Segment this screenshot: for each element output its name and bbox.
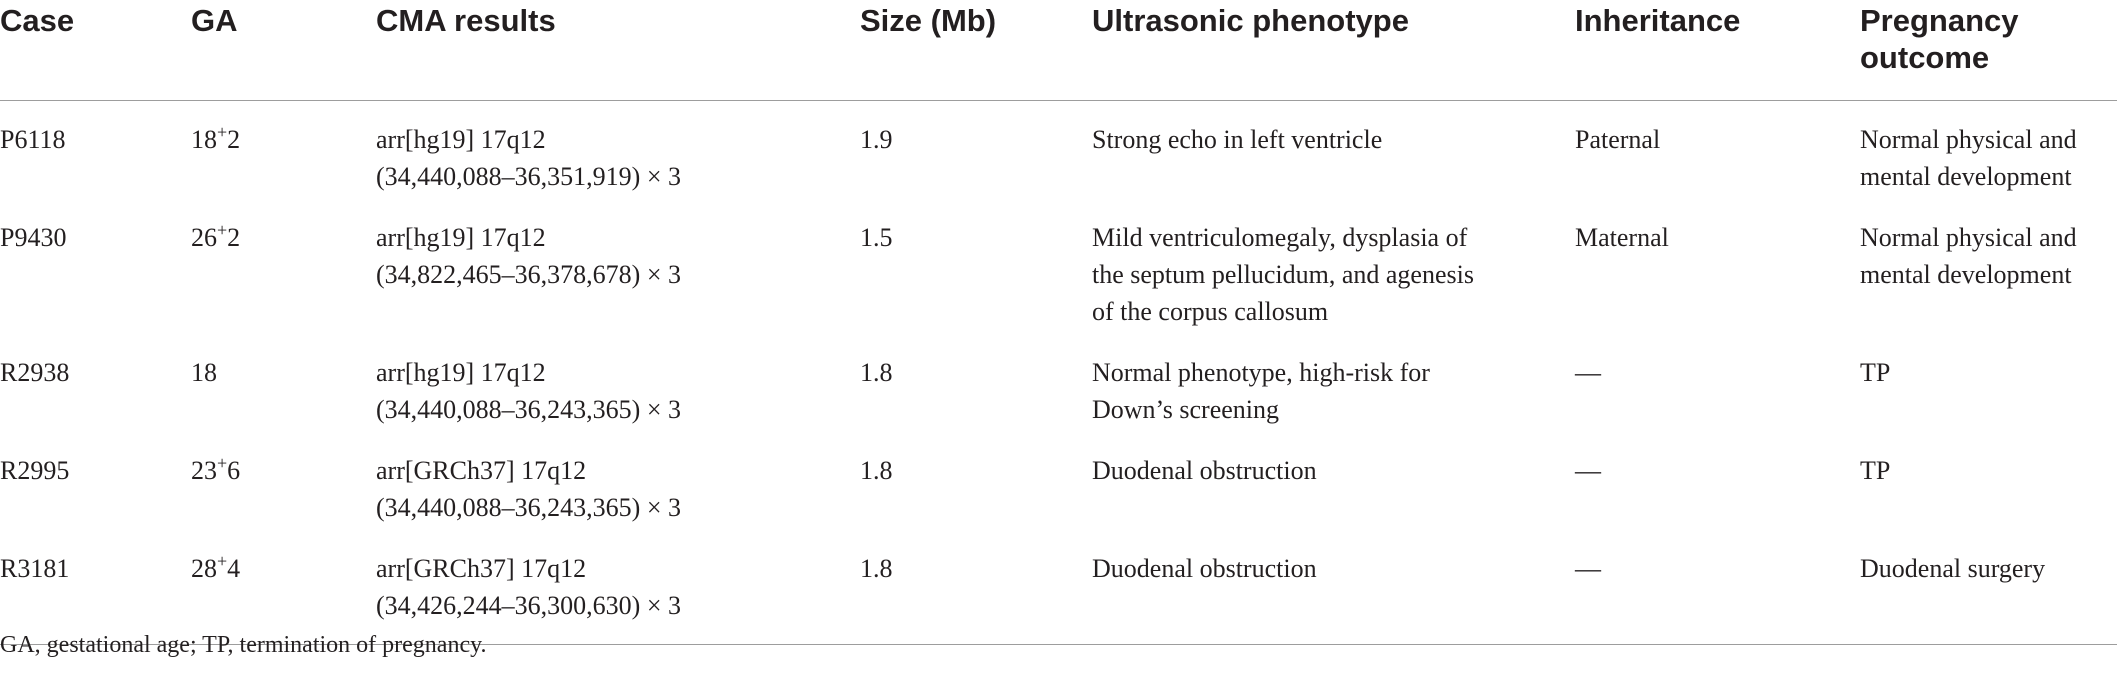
ga-plus-sign: + [217, 219, 228, 240]
cma-cell [376, 432, 860, 530]
cma-line: (34,440,088–36,351,919) × 3 [376, 161, 681, 191]
cma-cell [376, 199, 860, 334]
inheritance-cell: Maternal [1575, 222, 1669, 252]
ga-weeks: 28 [191, 553, 217, 583]
header-inheritance: Inheritance [1575, 0, 1860, 100]
phenotype-line: Down’s screening [1092, 394, 1280, 424]
phenotype-line: Strong echo in left ventricle [1092, 124, 1383, 154]
ga-days: 2 [227, 124, 241, 154]
ga-weeks: 18 [191, 124, 217, 154]
ga-plus-sign: + [217, 452, 228, 473]
ga-cell [191, 334, 376, 432]
outcome-cell [1860, 334, 2117, 432]
ga-cell [191, 432, 376, 530]
phenotype-cell [1092, 334, 1575, 432]
cma-line: arr[GRCh37] 17q12 [376, 455, 587, 485]
outcome-line: Duodenal surgery [1860, 553, 2046, 583]
cma-line: (34,822,465–36,378,678) × 3 [376, 259, 681, 289]
header-ga: GA [191, 0, 376, 100]
header-outcome-line: outcome [1860, 40, 1990, 75]
case-cell: P6118 [0, 124, 66, 154]
phenotype-line: Duodenal obstruction [1092, 553, 1317, 583]
size-cell: 1.8 [860, 357, 893, 387]
table-row [0, 100, 2117, 199]
ga-cell [191, 530, 376, 645]
table-body [0, 100, 2117, 644]
phenotype-cell [1092, 530, 1575, 645]
inheritance-cell: — [1575, 357, 1601, 387]
outcome-line: mental development [1860, 259, 2072, 289]
cma-cell [376, 100, 860, 199]
phenotype-cell [1092, 432, 1575, 530]
case-cell: R3181 [0, 530, 191, 645]
ga-days: 2 [227, 222, 241, 252]
phenotype-cell [1092, 199, 1575, 334]
phenotype-line: of the corpus callosum [1092, 296, 1329, 326]
ga-weeks: 18 [191, 357, 217, 387]
cma-cell [376, 530, 860, 645]
outcome-line: TP [1860, 357, 1891, 387]
cma-line: arr[hg19] 17q12 [376, 222, 546, 252]
ga-plus-sign: + [217, 121, 228, 142]
table-row [0, 334, 2117, 432]
case-cell: R2938 [0, 357, 70, 387]
header-pregnancy-outcome [1860, 0, 2117, 100]
cma-line: (34,426,244–36,300,630) × 3 [376, 590, 681, 620]
inheritance-cell: Paternal [1575, 124, 1661, 154]
size-cell: 1.8 [860, 455, 893, 485]
inheritance-cell: — [1575, 530, 1860, 645]
cma-line: arr[GRCh37] 17q12 [376, 553, 587, 583]
outcome-line: Normal physical and [1860, 222, 2077, 252]
table-row [0, 530, 2117, 645]
phenotype-cell [1092, 100, 1575, 199]
header-ultrasonic-phenotype: Ultrasonic phenotype [1092, 0, 1575, 100]
cma-cell [376, 334, 860, 432]
phenotype-line: Normal phenotype, high-risk for [1092, 357, 1430, 387]
size-cell: 1.5 [860, 222, 893, 252]
header-cma-results: CMA results [376, 0, 860, 100]
phenotype-line: the septum pellucidum, and agenesis [1092, 259, 1474, 289]
outcome-line: TP [1860, 455, 1891, 485]
outcome-cell [1860, 432, 2117, 530]
ga-cell [191, 100, 376, 199]
outcome-line: Normal physical and [1860, 124, 2077, 154]
ga-weeks: 23 [191, 455, 217, 485]
phenotype-line: Duodenal obstruction [1092, 455, 1317, 485]
cma-line: (34,440,088–36,243,365) × 3 [376, 394, 681, 424]
ga-days: 6 [227, 455, 241, 485]
ga-days: 4 [227, 553, 241, 583]
cma-line: arr[hg19] 17q12 [376, 124, 546, 154]
cma-line: arr[hg19] 17q12 [376, 357, 546, 387]
ga-plus-sign: + [217, 550, 228, 571]
table-row [0, 432, 2117, 530]
inheritance-cell: — [1575, 455, 1601, 485]
case-cell: P9430 [0, 222, 67, 252]
header-outcome-line: Pregnancy [1860, 3, 2019, 38]
table-row [0, 199, 2117, 334]
table-header [0, 0, 2117, 100]
ga-weeks: 26 [191, 222, 217, 252]
size-cell: 1.8 [860, 530, 1092, 645]
header-case: Case [0, 0, 191, 100]
outcome-line: mental development [1860, 161, 2072, 191]
outcome-cell [1860, 199, 2117, 334]
case-cell: R2995 [0, 455, 70, 485]
header-row [0, 0, 2117, 100]
table-footnote: GA, gestational age; TP, termination of pregnancy. [0, 632, 487, 658]
cma-line: (34,440,088–36,243,365) × 3 [376, 492, 681, 522]
phenotype-line: Mild ventriculomegaly, dysplasia of [1092, 222, 1468, 252]
size-cell: 1.9 [860, 124, 893, 154]
outcome-cell [1860, 530, 2117, 645]
outcome-cell [1860, 100, 2117, 199]
ga-cell [191, 199, 376, 334]
header-size: Size (Mb) [860, 0, 1092, 100]
